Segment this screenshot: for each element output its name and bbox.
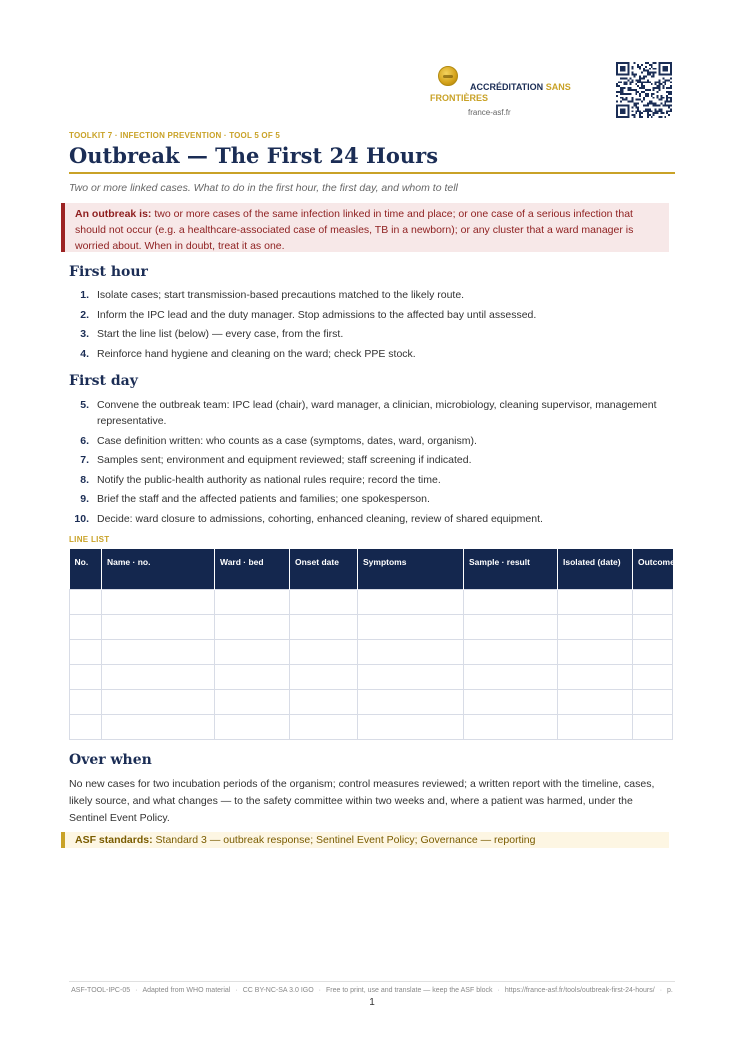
brand-name-part1: ACCRÉDITATION <box>470 82 544 92</box>
line-list-cell[interactable] <box>102 639 215 664</box>
col-header-symptoms: Symptoms <box>358 549 464 589</box>
brand-name <box>430 82 590 104</box>
line-list-cell[interactable] <box>464 614 558 639</box>
line-list-cell[interactable] <box>558 639 633 664</box>
step-text: Samples sent; environment and equipment reviewed; staff screening if indicated. <box>97 454 472 466</box>
line-list-cell[interactable] <box>102 714 215 739</box>
line-list-cell[interactable] <box>215 689 290 714</box>
line-list-cell[interactable] <box>464 689 558 714</box>
line-list-cell[interactable] <box>102 614 215 639</box>
step-number: 8. <box>80 473 89 486</box>
brand-url[interactable]: france-asf.fr <box>468 108 511 117</box>
first-hour-steps <box>69 287 669 365</box>
line-list-cell[interactable] <box>102 589 215 614</box>
line-list-cell[interactable] <box>215 639 290 664</box>
step-item <box>69 491 669 507</box>
line-list-cell[interactable] <box>558 664 633 689</box>
line-list-cell[interactable] <box>358 614 464 639</box>
line-list-cell[interactable] <box>633 664 673 689</box>
step-item <box>69 452 669 468</box>
footer-page-prefix: p. <box>667 987 673 994</box>
footer-usage: Free to print, use and translate — keep the ASF block <box>326 987 493 994</box>
callout-label: An outbreak is: <box>75 208 152 220</box>
line-list-cell[interactable] <box>215 589 290 614</box>
step-text: Case definition written: who counts as a case (symptoms, dates, ward, organism). <box>97 434 477 447</box>
line-list-cell[interactable] <box>290 589 358 614</box>
step-item <box>69 307 669 323</box>
line-list-cell[interactable] <box>358 664 464 689</box>
step-number: 6. <box>80 434 89 447</box>
line-list-cell[interactable] <box>215 664 290 689</box>
step-item <box>69 326 669 342</box>
step-text: Start the line list (below) — every case, from the first. <box>97 328 344 340</box>
footer-link[interactable]: https://france-asf.fr/tools/outbreak-first-24-hours/ <box>504 987 655 994</box>
line-list-cell[interactable] <box>70 614 102 639</box>
brand-name-part2: SANS FRONTIÈRES <box>430 82 571 103</box>
step-number: 4. <box>80 347 89 360</box>
callout-text: two or more cases of the same infection linked in time and place; or one case of a serious infection that should not occur (e.g. a healthcare-associated case of measles, TB in a newborn); or any cluster that a ward manager is worried about. When in doubt, treat it as one. <box>75 208 634 252</box>
line-list-cell[interactable] <box>290 614 358 639</box>
line-list-cell[interactable] <box>70 689 102 714</box>
col-header-isolated: Isolated (date) <box>558 549 633 589</box>
brand-block <box>430 64 590 124</box>
line-list-cell[interactable] <box>102 664 215 689</box>
section-heading-over-when: Over when <box>69 752 152 768</box>
step-number: 5. <box>80 399 89 411</box>
line-list-header-row <box>70 549 673 589</box>
step-text: Decide: ward closure to admissions, cohorting, enhanced cleaning, review of shared equipment. <box>97 512 543 525</box>
footer-license: CC BY-NC-SA 3.0 IGO <box>242 987 314 994</box>
line-list-cell[interactable] <box>633 689 673 714</box>
step-text: Notify the public-health authority as national rules require; record the time. <box>97 473 441 486</box>
line-list-cell[interactable] <box>558 714 633 739</box>
col-header-name: Name · no. <box>102 549 215 589</box>
step-item <box>69 346 669 362</box>
asf-standards-callout <box>61 832 669 848</box>
line-list-row <box>70 664 673 689</box>
step-item <box>69 433 669 449</box>
line-list-cell[interactable] <box>358 639 464 664</box>
line-list-cell[interactable] <box>633 589 673 614</box>
col-header-onset: Onset date <box>290 549 358 589</box>
line-list-table <box>69 549 673 740</box>
outbreak-definition-callout <box>61 203 669 252</box>
line-list-cell[interactable] <box>290 714 358 739</box>
line-list-cell[interactable] <box>215 714 290 739</box>
line-list-cell[interactable] <box>290 664 358 689</box>
line-list-cell[interactable] <box>290 689 358 714</box>
step-item <box>69 287 669 303</box>
line-list-cell[interactable] <box>70 664 102 689</box>
step-text: Convene the outbreak team: IPC lead (chair), ward manager, a clinician, microbiology, cleaning supervisor, management representative. <box>97 399 657 427</box>
step-number: 2. <box>80 308 89 321</box>
line-list-cell[interactable] <box>464 714 558 739</box>
step-number: 1. <box>80 289 89 301</box>
step-item <box>69 397 669 429</box>
step-number: 10. <box>74 512 89 525</box>
line-list-cell[interactable] <box>464 589 558 614</box>
line-list-row <box>70 639 673 664</box>
step-number: 9. <box>80 493 89 505</box>
line-list-cell[interactable] <box>464 664 558 689</box>
step-item <box>69 511 669 527</box>
page-subtitle: Two or more linked cases. What to do in the first hour, the first day, and whom to tell <box>69 182 458 194</box>
standards-label: ASF standards: <box>75 834 153 846</box>
footer-source: Adapted from WHO material <box>142 987 231 994</box>
over-when-text: No new cases for two incubation periods of the organism; control measures reviewed; a written report with the timeline, cases, likely source, and what changes — to the safety committee within two weeks and, where a patient was harmed, under the Sentinel Event Policy. <box>69 778 655 824</box>
line-list-cell[interactable] <box>558 689 633 714</box>
line-list-cell[interactable] <box>633 639 673 664</box>
line-list-cell[interactable] <box>102 689 215 714</box>
line-list-cell[interactable] <box>70 639 102 664</box>
line-list-cell[interactable] <box>358 589 464 614</box>
line-list-cell[interactable] <box>558 614 633 639</box>
page-title: Outbreak — The First 24 Hours <box>69 143 439 168</box>
line-list-cell[interactable] <box>558 589 633 614</box>
step-item <box>69 472 669 488</box>
line-list-cell[interactable] <box>358 689 464 714</box>
line-list-cell[interactable] <box>70 589 102 614</box>
footer-divider <box>69 981 675 982</box>
line-list-row <box>70 589 673 614</box>
line-list-row <box>70 714 673 739</box>
line-list-row <box>70 689 673 714</box>
col-header-no: No. <box>70 549 102 589</box>
line-list-label: LINE LIST <box>69 535 110 544</box>
section-heading-first-day: First day <box>69 373 138 389</box>
title-divider <box>69 172 675 174</box>
line-list-cell[interactable] <box>358 714 464 739</box>
standards-text: Standard 3 — outbreak response; Sentinel Event Policy; Governance — reporting <box>152 834 536 846</box>
qr-code <box>616 62 672 118</box>
step-number: 3. <box>80 328 89 340</box>
step-text: Brief the staff and the affected patients and families; one spokesperson. <box>97 493 430 505</box>
section-heading-first-hour: First hour <box>69 264 148 280</box>
line-list-cell[interactable] <box>464 639 558 664</box>
col-header-outcome: Outcome <box>633 549 673 589</box>
page-footer: ASF-TOOL-IPC-05 · Adapted from WHO material · CC BY-NC-SA 3.0 IGO · Free to print, use and translate — keep the ASF block · https://france-asf.fr/tools/outbreak-first-24-hours/ · p. 1 <box>71 987 673 1008</box>
line-list-cell[interactable] <box>633 614 673 639</box>
line-list-cell[interactable] <box>290 639 358 664</box>
line-list-cell[interactable] <box>215 614 290 639</box>
footer-page-number: 1 <box>369 997 375 1008</box>
step-text: Reinforce hand hygiene and cleaning on the ward; check PPE stock. <box>97 347 416 360</box>
col-header-sample: Sample · result <box>464 549 558 589</box>
toolkit-kicker: TOOLKIT 7 · INFECTION PREVENTION · TOOL 5 OF 5 <box>69 131 280 140</box>
step-text: Isolate cases; start transmission-based precautions matched to the likely route. <box>97 289 465 301</box>
line-list-cell[interactable] <box>70 714 102 739</box>
step-number: 7. <box>80 454 89 466</box>
step-text: Inform the IPC lead and the duty manager. Stop admissions to the affected bay until assessed. <box>97 308 537 321</box>
footer-doc-id: ASF-TOOL-IPC-05 <box>71 987 131 994</box>
line-list-row <box>70 614 673 639</box>
first-day-steps <box>69 397 669 530</box>
col-header-ward: Ward · bed <box>215 549 290 589</box>
line-list-cell[interactable] <box>633 714 673 739</box>
